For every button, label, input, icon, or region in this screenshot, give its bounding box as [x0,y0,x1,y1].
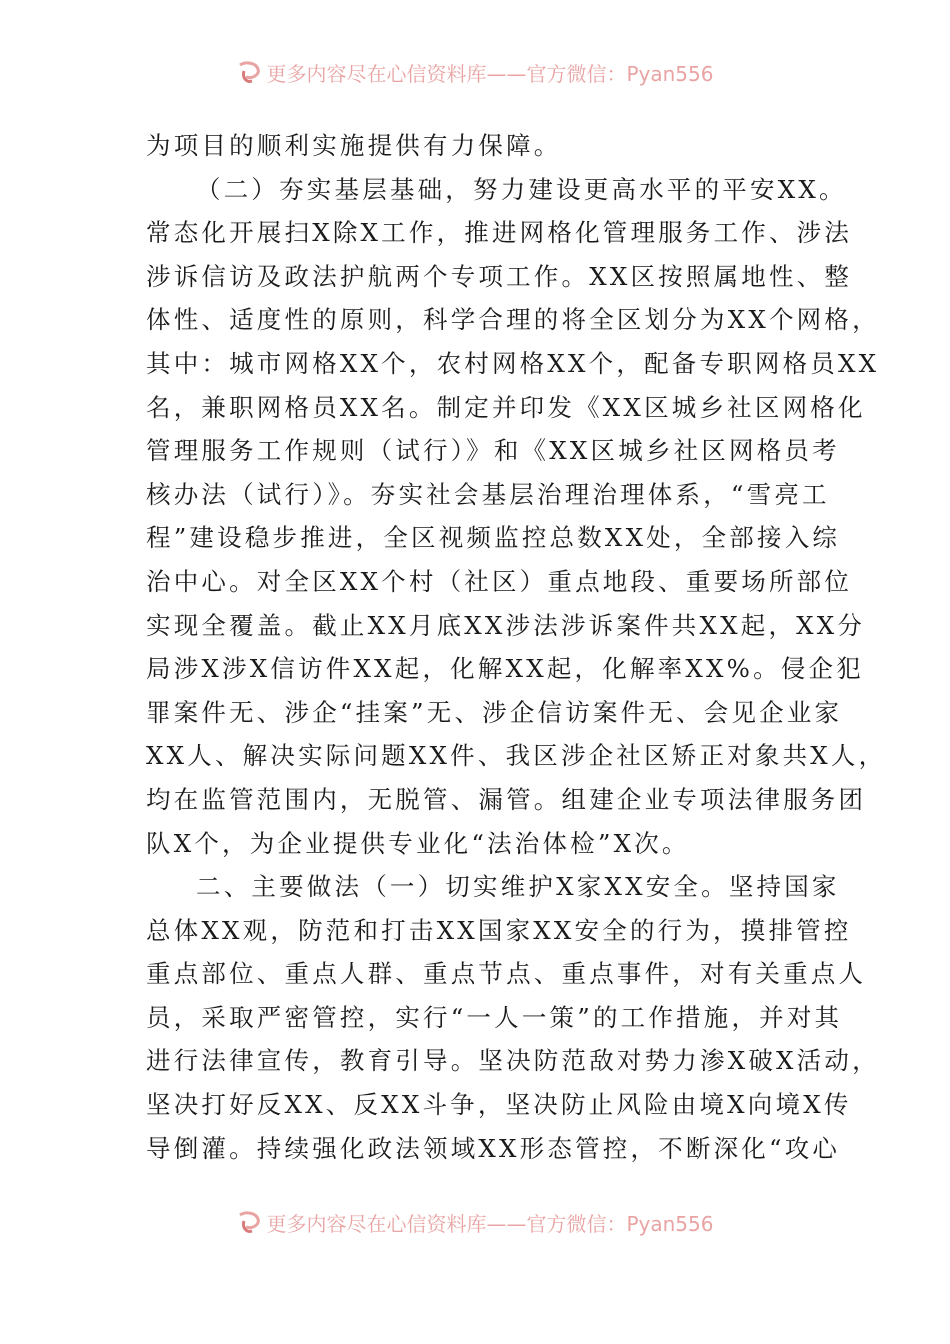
document-body [146,124,887,1170]
body-line: 涉诉信访及政法护航两个专项工作。XX区按照属地性、整 [146,261,853,291]
body-line: 重点部位、重点人群、重点节点、重点事件，对有关重点人 [146,959,867,989]
body-line: 程”建设稳步推进，全区视频监控总数XX处，全部接入综 [146,523,841,553]
body-line: 治中心。对全区XX个村（社区）重点地段、重要场所部位 [146,566,853,596]
footer-watermark [0,1205,950,1239]
body-line: 管理服务工作规则（试行）》和《XX区城乡社区网格员考 [146,436,840,466]
header-watermark [0,55,950,89]
body-line: 常态化开展扫X除X工作，推进网格化管理服务工作、涉法 [146,218,853,248]
brand-logo-icon [236,59,262,85]
body-line: XX人、解决实际问题XX件、我区涉企社区矫正对象共X人， [146,741,887,771]
body-line: 进行法律宣传，教育引导。坚决防范敌对势力渗X破X活动， [146,1046,880,1076]
body-line: 罪案件无、涉企“挂案”无、涉企信访案件无、会见企业家 [146,697,843,727]
body-line: 为项目的顺利实施提供有力保障。 [146,131,562,160]
body-line: 体性、适度性的原则，科学合理的将全区划分为XX个网格， [146,305,880,335]
body-line: 队X个，为企业提供专业化“法治体检”X次。 [146,828,690,858]
body-line: 导倒灌。持续强化政法领域XX形态管控，不断深化“攻心 [146,1133,841,1163]
body-line: （二）夯实基层基础，努力建设更高水平的平安XX。 [196,174,847,204]
body-line: 局涉X涉X信访件XX起，化解XX起，化解率XX%。侵企犯 [146,654,864,684]
body-line: 实现全覆盖。截止XX月底XX涉法涉诉案件共XX起，XX分 [146,610,866,640]
watermark-text: 更多内容尽在心信资料库——官方微信：Pyan556 [266,1211,714,1236]
body-line: 核办法（试行）》。夯实社会基层治理治理体系，“雪亮工 [146,479,830,509]
body-line: 其中：城市网格XX个，农村网格XX个，配备专职网格员XX [146,348,880,378]
body-line: 坚决打好反XX、反XX斗争，坚决防止风险由境X向境X传 [146,1090,852,1120]
body-line: 名，兼职网格员XX名。制定并印发《XX区城乡社区网格化 [146,392,866,422]
watermark-text: 更多内容尽在心信资料库——官方微信：Pyan556 [266,61,714,86]
brand-logo-icon [236,1209,262,1235]
body-line: 员，采取严密管控，实行“一人一策”的工作措施，并对其 [146,1002,843,1032]
body-line: 总体XX观，防范和打击XX国家XX安全的行为，摸排管控 [146,915,852,945]
body-line: 均在监管范围内，无脱管、漏管。组建企业专项法律服务团 [146,784,867,814]
body-line: 二、主要做法（一）切实维护X家XX安全。坚持国家 [196,872,840,902]
